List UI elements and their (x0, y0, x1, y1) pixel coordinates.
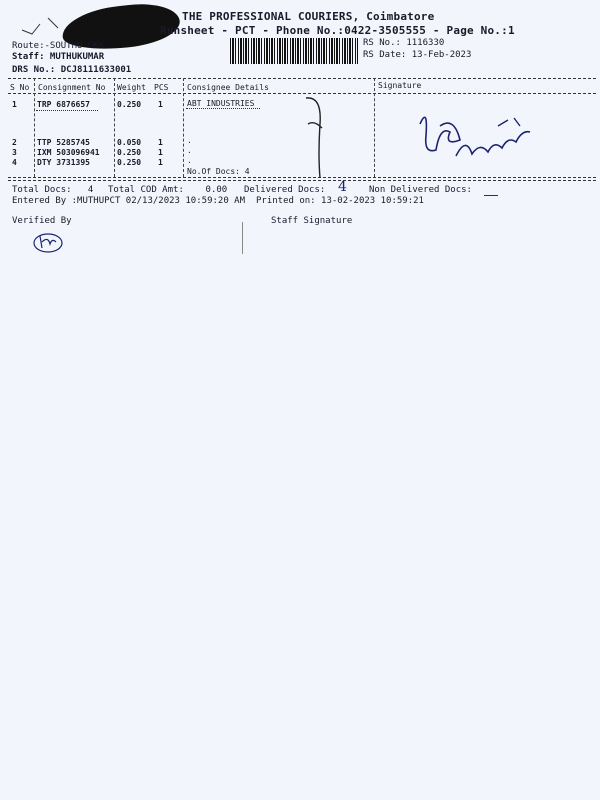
col-header-sno: S No (10, 83, 30, 92)
printed-on: Printed on: 13-02-2023 10:59:21 (256, 196, 424, 206)
col-divider (34, 78, 35, 177)
underline (36, 110, 98, 111)
col-divider (114, 78, 115, 177)
verified-by-label: Verified By (12, 216, 72, 226)
scan-mark (242, 222, 243, 254)
verifier-initials (30, 228, 70, 258)
row-details: ABT INDUSTRIES (187, 99, 255, 108)
row-details: . (187, 136, 192, 145)
total-docs: Total Docs: 4 (12, 185, 94, 195)
col-header-consignment: Consignment No (38, 83, 106, 92)
row-weight: 0.050 (117, 138, 142, 147)
total-cod: Total COD Amt: 0.00 (108, 185, 228, 195)
row-weight: 0.250 (117, 100, 142, 109)
col-divider (183, 78, 184, 177)
no-of-docs: No.Of Docs: 4 (187, 167, 250, 176)
drs-number: DRS No.: DCJ8111633001 (12, 65, 132, 75)
underline (186, 108, 260, 109)
row-consignment: TTP 5285745 (37, 138, 90, 147)
company-title: THE PROFESSIONAL COURIERS, Coimbatore (182, 10, 435, 23)
row-consignment: TRP 6876657 (37, 100, 90, 109)
barcode (230, 38, 358, 64)
row-sno: 1 (12, 100, 17, 109)
route-label: Route:-SOUTHU UKK (12, 41, 105, 51)
col-header-details: Consignee Details (187, 83, 269, 92)
col-header-weight: Weight (117, 83, 146, 92)
non-delivered-dash (484, 195, 498, 196)
delivered-docs: Delivered Docs: (244, 185, 326, 195)
row-sno: 4 (12, 158, 17, 167)
col-divider (374, 78, 375, 177)
row-weight: 0.250 (117, 158, 142, 167)
row-pcs: 1 (158, 100, 163, 109)
row-pcs: 1 (158, 138, 163, 147)
row-pcs: 1 (158, 148, 163, 157)
row-consignment: DTY 3731395 (37, 158, 90, 167)
row-details: . (187, 146, 192, 155)
staff-label: Staff: MUTHUKUMAR (12, 52, 105, 62)
row-sno: 2 (12, 138, 17, 147)
col-header-pcs: PCS (154, 83, 169, 92)
table-top-rule (8, 78, 596, 79)
rs-number: RS No.: 1116330 (363, 38, 445, 48)
col-header-signature: Signature (378, 81, 422, 90)
row-consignment: IXM 503096941 (37, 148, 100, 157)
handwritten-signature (410, 96, 540, 166)
staff-signature-label: Staff Signature (271, 216, 353, 226)
runsheet-title: Runsheet - PCT - Phone No.:0422-3505555 - Page No.:1 (160, 24, 515, 37)
row-weight: 0.250 (117, 148, 142, 157)
row-pcs: 1 (158, 158, 163, 167)
non-delivered-docs: Non Delivered Docs: (369, 185, 472, 195)
entered-by: Entered By :MUTHUPCT 02/13/2023 10:59:20 AM (12, 196, 245, 206)
rs-date: RS Date: 13-Feb-2023 (363, 50, 472, 60)
bracket-mark (300, 94, 340, 184)
row-details: . (187, 156, 192, 165)
delivered-count-handwritten: 4 (338, 179, 347, 195)
row-sno: 3 (12, 148, 17, 157)
